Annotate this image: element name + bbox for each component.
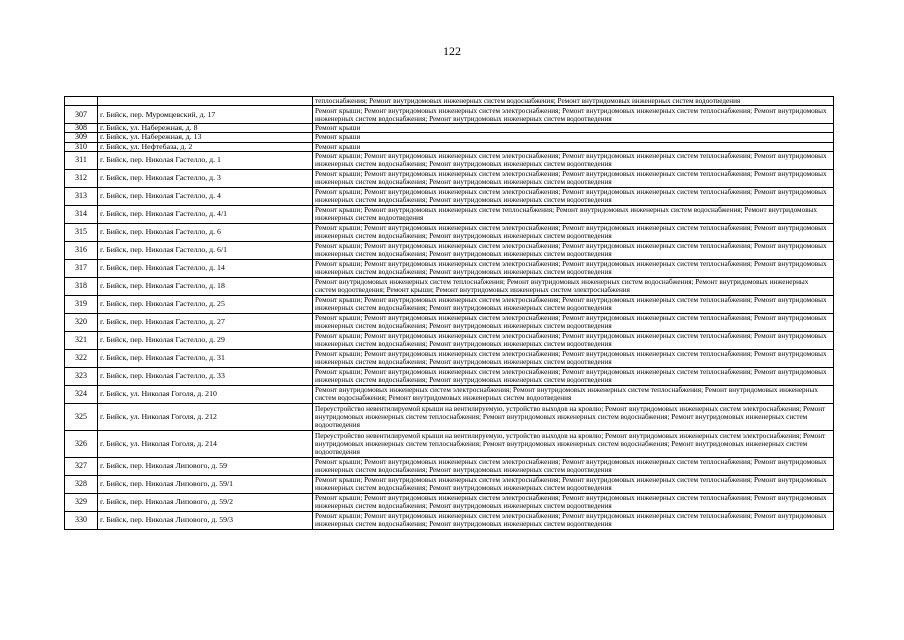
row-works: Ремонт крыши; Ремонт внутридомовых инженерных систем электроснабжения; Ремонт внутридомовых инженерных систем теплоснабжения; Ремонт внутридомовых инженерных систем водоснабжения; Ремонт внутридомовых инженерных систем водоотведения [313, 187, 834, 205]
row-number: 329 [65, 493, 98, 511]
row-works: Ремонт крыши; Ремонт внутридомовых инженерных систем электроснабжения; Ремонт внутридомовых инженерных систем теплоснабжения; Ремонт внутридомовых инженерных систем водоснабжения; Ремонт внутридомовых инженерных систем водоотведения [313, 367, 834, 385]
row-works: теплоснабжения; Ремонт внутридомовых инженерных систем водоснабжения; Ремонт внутридомовых инженерных систем водоотведения [313, 97, 834, 106]
row-number [65, 97, 98, 106]
row-address: г. Бийск, ул. Николая Гоголя, д. 212 [98, 403, 313, 430]
row-works: Ремонт крыши [313, 142, 834, 151]
table-row [65, 295, 834, 313]
row-address: г. Бийск, пер. Николая Гастелло, д. 29 [98, 331, 313, 349]
table-row [65, 106, 834, 124]
row-address: г. Бийск, пер. Николая Гастелло, д. 25 [98, 295, 313, 313]
row-number: 308 [65, 124, 98, 133]
row-works: Переустройство невентилируемой крыши на вентилируемую, устройство выходов на кровлю; Ремонт внутридомовых инженерных систем электроснабжения; Ремонт внутридомовых инженерных систем теплоснабжения; Ремонт внутридомовых инженерных систем водоснабжения; Ремонт внутридомовых инженерных систем водоотведения [313, 403, 834, 430]
table-body [65, 97, 834, 530]
row-address [98, 97, 313, 106]
repair-register-table [64, 96, 834, 530]
table-row [65, 151, 834, 169]
row-address: г. Бийск, пер. Муромцевский, д. 17 [98, 106, 313, 124]
row-address: г. Бийск, ул. Набережная, д. 8 [98, 124, 313, 133]
row-address: г. Бийск, пер. Николая Липового, д. 59/2 [98, 493, 313, 511]
table-row [65, 205, 834, 223]
row-works: Ремонт крыши; Ремонт внутридомовых инженерных систем электроснабжения; Ремонт внутридомовых инженерных систем теплоснабжения; Ремонт внутридомовых инженерных систем водоснабжения; Ремонт внутридомовых инженерных систем водоотведения [313, 331, 834, 349]
table-row [65, 97, 834, 106]
row-address: г. Бийск, ул. Нефтебаза, д. 2 [98, 142, 313, 151]
row-number: 309 [65, 133, 98, 142]
row-number: 314 [65, 205, 98, 223]
row-address: г. Бийск, пер. Николая Гастелло, д. 4 [98, 187, 313, 205]
row-works: Ремонт крыши; Ремонт внутридомовых инженерных систем электроснабжения; Ремонт внутридомовых инженерных систем теплоснабжения; Ремонт внутридомовых инженерных систем водоснабжения; Ремонт внутридомовых инженерных систем водоотведения [313, 457, 834, 475]
table-row [65, 142, 834, 151]
row-address: г. Бийск, пер. Николая Гастелло, д. 18 [98, 277, 313, 295]
row-works: Ремонт крыши; Ремонт внутридомовых инженерных систем теплоснабжения; Ремонт внутридомовых инженерных систем водоснабжения; Ремонт внутридомовых инженерных систем водоотведения [313, 205, 834, 223]
row-works: Ремонт крыши; Ремонт внутридомовых инженерных систем электроснабжения; Ремонт внутридомовых инженерных систем теплоснабжения; Ремонт внутридомовых инженерных систем водоснабжения; Ремонт внутридомовых инженерных систем водоотведения [313, 241, 834, 259]
row-works: Ремонт крыши; Ремонт внутридомовых инженерных систем электроснабжения; Ремонт внутридомовых инженерных систем теплоснабжения; Ремонт внутридомовых инженерных систем водоснабжения; Ремонт внутридомовых инженерных систем водоотведения [313, 493, 834, 511]
row-address: г. Бийск, пер. Николая Липового, д. 59 [98, 457, 313, 475]
table-row [65, 223, 834, 241]
table-row [65, 403, 834, 430]
row-number: 324 [65, 385, 98, 403]
row-number: 317 [65, 259, 98, 277]
row-address: г. Бийск, пер. Николая Гастелло, д. 6 [98, 223, 313, 241]
row-number: 319 [65, 295, 98, 313]
table-row [65, 457, 834, 475]
row-works: Ремонт крыши; Ремонт внутридомовых инженерных систем электроснабжения; Ремонт внутридомовых инженерных систем теплоснабжения; Ремонт внутридомовых инженерных систем водоснабжения; Ремонт внутридомовых инженерных систем водоотведения [313, 475, 834, 493]
row-number: 307 [65, 106, 98, 124]
row-works: Ремонт крыши; Ремонт внутридомовых инженерных систем электроснабжения; Ремонт внутридомовых инженерных систем теплоснабжения; Ремонт внутридомовых инженерных систем водоснабжения; Ремонт внутридомовых инженерных систем водоотведения [313, 223, 834, 241]
row-number: 321 [65, 331, 98, 349]
row-address: г. Бийск, пер. Николая Гастелло, д. 14 [98, 259, 313, 277]
table-row [65, 430, 834, 457]
row-number: 327 [65, 457, 98, 475]
row-works: Ремонт крыши; Ремонт внутридомовых инженерных систем электроснабжения; Ремонт внутридомовых инженерных систем теплоснабжения; Ремонт внутридомовых инженерных систем водоснабжения; Ремонт внутридомовых инженерных систем водоотведения [313, 349, 834, 367]
table-row [65, 493, 834, 511]
table-row [65, 475, 834, 493]
row-address: г. Бийск, пер. Николая Липового, д. 59/3 [98, 511, 313, 529]
row-address: г. Бийск, пер. Николая Гастелло, д. 6/1 [98, 241, 313, 259]
row-address: г. Бийск, ул. Набережная, д. 13 [98, 133, 313, 142]
row-works: Ремонт крыши; Ремонт внутридомовых инженерных систем электроснабжения; Ремонт внутридомовых инженерных систем теплоснабжения; Ремонт внутридомовых инженерных систем водоснабжения; Ремонт внутридомовых инженерных систем водоотведения [313, 259, 834, 277]
row-address: г. Бийск, пер. Николая Гастелло, д. 1 [98, 151, 313, 169]
row-number: 330 [65, 511, 98, 529]
row-works: Ремонт крыши; Ремонт внутридомовых инженерных систем электроснабжения; Ремонт внутридомовых инженерных систем теплоснабжения; Ремонт внутридомовых инженерных систем водоснабжения; Ремонт внутридомовых инженерных систем водоотведения [313, 169, 834, 187]
row-number: 316 [65, 241, 98, 259]
row-works: Ремонт крыши; Ремонт внутридомовых инженерных систем электроснабжения; Ремонт внутридомовых инженерных систем теплоснабжения; Ремонт внутридомовых инженерных систем водоснабжения; Ремонт внутридомовых инженерных систем водоотведения [313, 511, 834, 529]
table-row [65, 313, 834, 331]
table-row [65, 124, 834, 133]
row-works: Ремонт внутридомовых инженерных систем теплоснабжения; Ремонт внутридомовых инженерных систем водоснабжения; Ремонт внутридомовых инженерных систем водоотведения; Ремонт крыши; Ремонт внутридомовых инженерных систем электроснабжения [313, 277, 834, 295]
row-address: г. Бийск, пер. Николая Гастелло, д. 33 [98, 367, 313, 385]
row-address: г. Бийск, пер. Николая Гастелло, д. 31 [98, 349, 313, 367]
row-works: Ремонт крыши [313, 133, 834, 142]
row-address: г. Бийск, пер. Николая Гастелло, д. 27 [98, 313, 313, 331]
row-number: 315 [65, 223, 98, 241]
row-works: Переустройство невентилируемой крыши на вентилируемую, устройство выходов на кровлю; Ремонт внутридомовых инженерных систем электроснабжения; Ремонт внутридомовых инженерных систем теплоснабжения; Ремонт внутридомовых инженерных систем водоснабжения; Ремонт внутридомовых инженерных систем водоотведения [313, 430, 834, 457]
row-address: г. Бийск, пер. Николая Гастелло, д. 3 [98, 169, 313, 187]
row-number: 325 [65, 403, 98, 430]
row-works: Ремонт крыши; Ремонт внутридомовых инженерных систем электроснабжения; Ремонт внутридомовых инженерных систем теплоснабжения; Ремонт внутридомовых инженерных систем водоснабжения; Ремонт внутридомовых инженерных систем водоотведения [313, 313, 834, 331]
table-row [65, 187, 834, 205]
row-address: г. Бийск, ул. Николая Гоголя, д. 210 [98, 385, 313, 403]
row-number: 322 [65, 349, 98, 367]
row-number: 318 [65, 277, 98, 295]
row-works: Ремонт крыши; Ремонт внутридомовых инженерных систем электроснабжения; Ремонт внутридомовых инженерных систем теплоснабжения; Ремонт внутридомовых инженерных систем водоснабжения; Ремонт внутридомовых инженерных систем водоотведения [313, 106, 834, 124]
row-number: 323 [65, 367, 98, 385]
row-works: Ремонт крыши [313, 124, 834, 133]
table-row [65, 349, 834, 367]
row-number: 320 [65, 313, 98, 331]
row-works: Ремонт внутридомовых инженерных систем электроснабжения; Ремонт внутридомовых инженерных систем теплоснабжения; Ремонт внутридомовых инженерных систем водоснабжения; Ремонт внутридомовых инженерных систем водоотведения [313, 385, 834, 403]
row-number: 310 [65, 142, 98, 151]
row-address: г. Бийск, пер. Николая Липового, д. 59/1 [98, 475, 313, 493]
row-works: Ремонт крыши; Ремонт внутридомовых инженерных систем электроснабжения; Ремонт внутридомовых инженерных систем теплоснабжения; Ремонт внутридомовых инженерных систем водоснабжения; Ремонт внутридомовых инженерных систем водоотведения [313, 295, 834, 313]
table-row [65, 241, 834, 259]
row-number: 326 [65, 430, 98, 457]
table-row [65, 133, 834, 142]
table-row [65, 169, 834, 187]
row-number: 313 [65, 187, 98, 205]
table-row [65, 511, 834, 529]
row-number: 328 [65, 475, 98, 493]
table-row [65, 277, 834, 295]
table-row [65, 367, 834, 385]
row-address: г. Бийск, пер. Николая Гастелло, д. 4/1 [98, 205, 313, 223]
row-number: 311 [65, 151, 98, 169]
table-row [65, 259, 834, 277]
page-number: 122 [443, 44, 461, 58]
row-works: Ремонт крыши; Ремонт внутридомовых инженерных систем электроснабжения; Ремонт внутридомовых инженерных систем теплоснабжения; Ремонт внутридомовых инженерных систем водоснабжения; Ремонт внутридомовых инженерных систем водоотведения [313, 151, 834, 169]
table-row [65, 385, 834, 403]
table-row [65, 331, 834, 349]
row-address: г. Бийск, ул. Николая Гоголя, д. 214 [98, 430, 313, 457]
row-number: 312 [65, 169, 98, 187]
